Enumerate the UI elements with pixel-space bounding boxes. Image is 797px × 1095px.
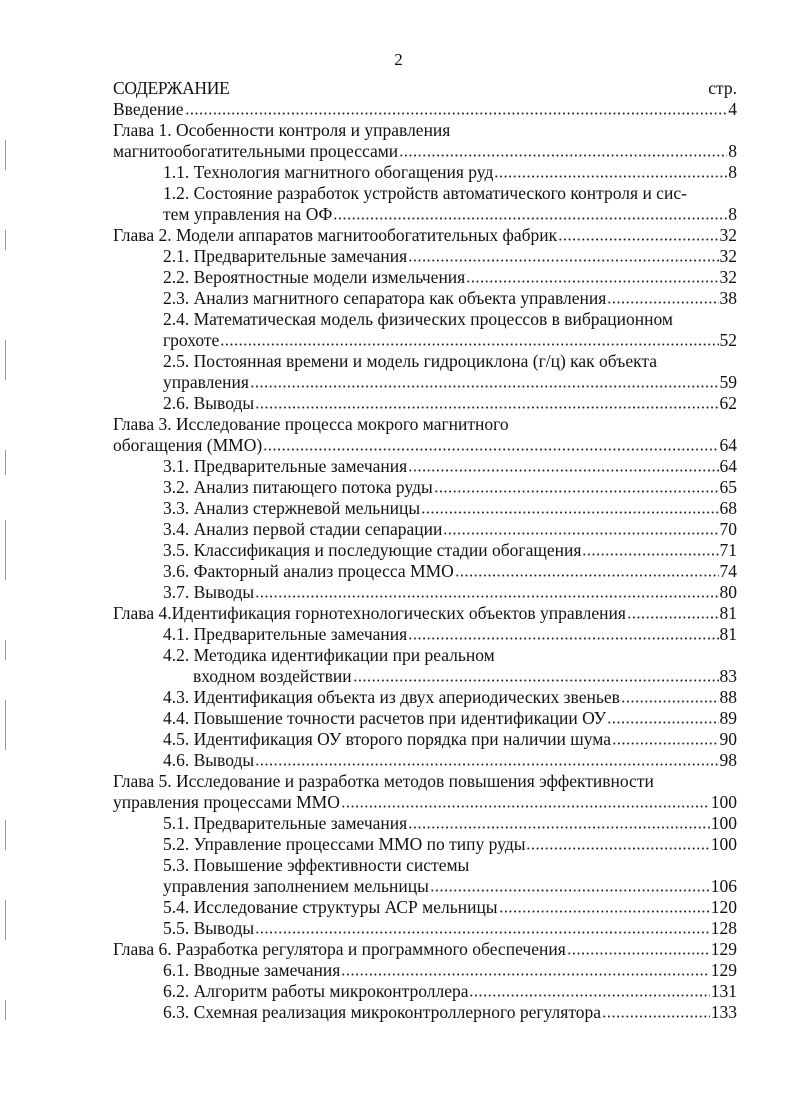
dot-leader [255,406,718,409]
toc-entry [113,981,737,1002]
dot-leader [408,469,718,472]
dot-leader [220,343,718,346]
toc-entry [113,834,737,855]
toc-entry-title: 2.6. Выводы [163,393,255,413]
toc-entry [113,393,737,414]
dot-leader [558,238,718,241]
toc-entry [113,645,737,666]
toc-entry-page: 100 [710,813,737,833]
toc-entry [113,435,737,456]
toc-entry-page: 100 [710,792,737,812]
toc-entry-page: 133 [710,1002,737,1022]
toc-entry [113,876,737,897]
toc-entry-page: 70 [719,519,737,539]
toc-entry-page: 100 [710,834,737,854]
dot-leader [341,805,710,808]
toc-entry-page: 74 [719,561,737,581]
toc-entry-page: 4 [728,99,737,119]
toc-entry-title: Введение [113,99,184,119]
toc-entry-page: 90 [719,729,737,749]
toc-entry-title: 4.3. Идентификация объекта из двух апериодических звеньев [163,687,620,707]
dot-leader [466,280,718,283]
toc-entry [113,729,737,750]
toc-entry-title: 6.2. Алгоритм работы микроконтроллера [163,981,469,1001]
toc-entry-page: 71 [719,540,737,560]
dot-leader [408,826,710,829]
toc-entry [113,960,737,981]
dot-leader [408,637,718,640]
toc-entry-title: 4.1. Предварительные замечания [163,624,408,644]
dot-leader [443,532,718,535]
toc-entry-title: 4.2. Методика идентификации при реальном [163,645,495,665]
toc-entry-page: 83 [719,666,737,686]
toc-entry [113,288,737,309]
toc-entry [113,225,737,246]
toc-entry [113,561,737,582]
dot-leader [353,679,719,682]
toc-entry [113,477,737,498]
toc-entry [113,204,737,225]
toc-entry [113,351,737,372]
toc-entry-title: грохоте [163,330,220,350]
dot-leader [621,700,719,703]
dot-leader [250,385,719,388]
toc-entry-title: Глава 5. Исследование и разработка методов повышения эффективности [113,771,654,791]
dot-leader [627,616,719,619]
dot-leader [333,217,727,220]
toc-entry [113,120,737,141]
toc-entry [113,540,737,561]
toc-entry-title: Глава 6. Разработка регулятора и программного обеспечения [113,939,566,959]
toc-entry-page: 62 [719,393,737,413]
dot-leader [263,448,718,451]
toc-entry-page: 32 [719,225,737,245]
toc-entry-page: 88 [719,687,737,707]
toc-header [113,78,737,99]
toc-entry [113,792,737,813]
toc-entry-page: 80 [719,582,737,602]
toc-entry-title: Глава 1. Особенности контроля и управления [113,120,451,140]
dot-leader [341,973,709,976]
toc-entry [113,771,737,792]
toc-entry-title: 5.4. Исследование структуры АСР мельницы [163,897,498,917]
toc-entry [113,456,737,477]
dot-leader [430,889,710,892]
toc-entry-page: 32 [719,267,737,287]
toc-entry-page: 131 [710,981,737,1001]
dot-leader [469,994,709,997]
toc-entry-page: 89 [719,708,737,728]
toc-entry-page: 8 [728,141,737,161]
toc-entry-title: 1.2. Состояние разработок устройств автоматического контроля и сис- [163,183,687,203]
dot-leader [607,721,718,724]
toc-title: СОДЕРЖАНИЕ [113,78,230,98]
dot-leader [494,175,727,178]
toc-entry [113,162,737,183]
toc-entry-title: 3.2. Анализ питающего потока руды [163,477,433,497]
toc-entry [113,246,737,267]
dot-leader [582,553,718,556]
dot-leader [434,490,719,493]
toc-entry-page: 81 [719,624,737,644]
toc-entry [113,624,737,645]
toc-entry-title: 3.7. Выводы [163,582,255,602]
dot-leader [499,910,710,913]
toc-entry-title: 4.5. Идентификация ОУ второго порядка при наличии шума [163,729,612,749]
dot-leader [455,574,719,577]
toc-entry [113,687,737,708]
toc-entry-title: 4.6. Выводы [163,750,255,770]
toc-entry-page: 81 [719,603,737,623]
toc-entry-page: 120 [710,897,737,917]
toc-entry [113,939,737,960]
toc-entry-title: 3.3. Анализ стержневой мельницы [163,498,421,518]
dot-leader [255,763,718,766]
toc-entry [113,498,737,519]
toc-entry [113,918,737,939]
toc-entry [113,414,737,435]
toc-entry-title: 2.3. Анализ магнитного сепаратора как объекта управления [163,288,607,308]
dot-leader [399,154,727,157]
toc-entry-page: 128 [710,918,737,938]
toc-entry-title: 2.1. Предварительные замечания [163,246,408,266]
toc-entry [113,99,737,120]
dot-leader [526,847,709,850]
toc-entry [113,141,737,162]
toc-entry-title: 6.3. Схемная реализация микроконтроллерного регулятора [163,1002,602,1022]
toc-entry [113,813,737,834]
toc-entry-title: 2.2. Вероятностные модели измельчения [163,267,466,287]
toc-entry-page: 38 [719,288,737,308]
dot-leader [408,259,718,262]
toc-entry-page: 65 [719,477,737,497]
dot-leader [421,511,718,514]
toc-entry-title: Глава 3. Исследование процесса мокрого магнитного [113,414,509,434]
toc-entry-title: управления заполнением мельницы [163,876,429,896]
toc-entry-page: 52 [719,330,737,350]
dot-leader [612,742,718,745]
toc-entry-title: 3.6. Факторный анализ процесса ММО [163,561,454,581]
toc-entry [113,750,737,771]
table-of-contents [113,78,737,1023]
toc-entry [113,582,737,603]
toc-entry [113,519,737,540]
dot-leader [602,1015,710,1018]
toc-entry-title: 6.1. Вводные замечания [163,960,341,980]
toc-entry-title: магнитообогатительными процессами [113,141,399,161]
toc-entry-page: 98 [719,750,737,770]
toc-entry-title: Глава 2. Модели аппаратов магнитообогатительных фабрик [113,225,558,245]
toc-entry-title: входном воздействии [193,666,352,686]
dot-leader [255,931,710,934]
dot-leader [255,595,718,598]
toc-entry-title: 3.5. Классификация и последующие стадии обогащения [163,540,582,560]
toc-entry-title: 2.4. Математическая модель физических процессов в вибрационном [163,309,673,329]
toc-entry [113,855,737,876]
toc-entry [113,666,737,687]
page-column-label: стр. [708,78,737,98]
toc-entry [113,267,737,288]
toc-entry-page: 106 [710,876,737,896]
toc-entry [113,708,737,729]
toc-entry-title: управления [163,372,249,392]
toc-entry-title: 5.3. Повышение эффективности системы [163,855,470,875]
toc-entry-title: 5.2. Управление процессами ММО по типу руды [163,834,526,854]
toc-entry-page: 129 [710,960,737,980]
toc-entry-title: 5.1. Предварительные замечания [163,813,408,833]
toc-entry-page: 64 [719,456,737,476]
toc-entry-title: 1.1. Технология магнитного обогащения руд [163,162,494,182]
toc-entry-page: 68 [719,498,737,518]
toc-entry-title: 2.5. Постоянная времени и модель гидроциклона (г/ц) как объекта [163,351,657,371]
toc-entry-title: обогащения (ММО) [113,435,263,455]
toc-entry [113,1002,737,1023]
toc-entry-title: Глава 4.Идентификация горнотехнологических объектов управления [113,603,626,623]
toc-entry-title: 3.4. Анализ первой стадии сепарации [163,519,443,539]
toc-entry-page: 64 [719,435,737,455]
scan-margin-artifacts [3,0,11,1095]
toc-entry [113,183,737,204]
toc-entry-page: 8 [728,204,737,224]
toc-entry-page: 32 [719,246,737,266]
toc-entry-title: 5.5. Выводы [163,918,255,938]
toc-entry-page: 8 [728,162,737,182]
toc-entry [113,897,737,918]
toc-entry [113,330,737,351]
toc-entry-title: тем управления на ОФ [163,204,333,224]
page-number: 2 [394,50,403,69]
dot-leader [185,112,728,115]
toc-entry-title: управления процессами ММО [113,792,340,812]
dot-leader [607,301,718,304]
toc-entry-page: 129 [710,939,737,959]
toc-entry-title: 4.4. Повышение точности расчетов при идентификации ОУ [163,708,607,728]
toc-entry [113,603,737,624]
dot-leader [567,952,710,955]
toc-entry [113,372,737,393]
toc-entry-page: 59 [719,372,737,392]
toc-entry [113,309,737,330]
toc-entry-title: 3.1. Предварительные замечания [163,456,408,476]
